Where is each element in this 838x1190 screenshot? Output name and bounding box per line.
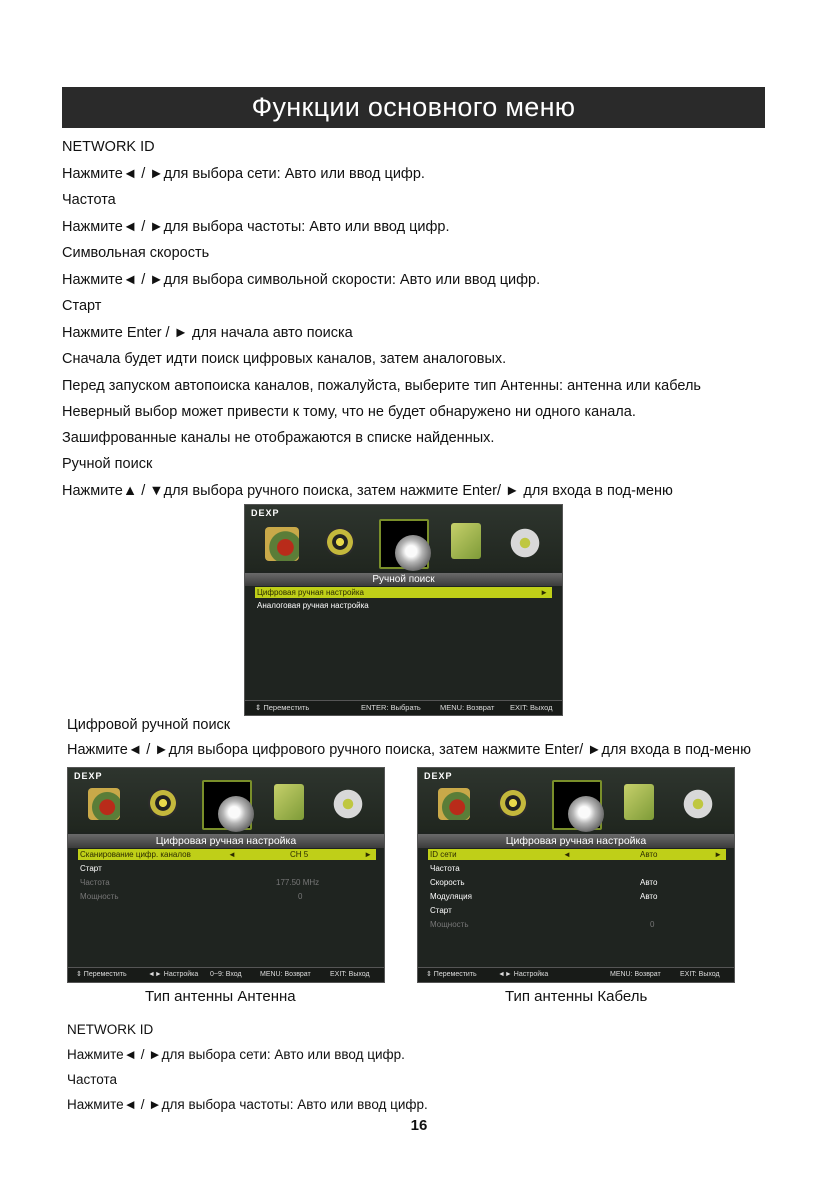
lock-icon <box>624 784 654 820</box>
text-line: Неверный выбор может привести к тому, что не будет обнаружено ни одного канала. <box>62 404 636 420</box>
text-line: NETWORK ID <box>67 1022 154 1037</box>
text-line: Старт <box>62 298 102 314</box>
gear-icon <box>332 788 364 820</box>
arrow-right-icon: ► <box>364 850 372 859</box>
text-line: Частота <box>67 1072 118 1087</box>
text-line: Перед запуском автопоиска каналов, пожалуйста, выберите тип Антенны: антенна или кабель <box>62 378 701 394</box>
row-start[interactable]: Старт <box>430 906 452 915</box>
text-line: Нажмите◄ / ►для выбора символьной скорости: Авто или ввод цифр. <box>62 272 541 288</box>
text-line: Нажмите◄ / ►для выбора сети: Авто или ввод цифр. <box>67 1047 405 1062</box>
row-modulation[interactable]: Модуляция Авто <box>430 892 658 901</box>
menu-item-analog-manual[interactable]: Аналоговая ручная настройка <box>257 601 369 610</box>
gear-icon <box>509 527 541 559</box>
satellite-dish-icon <box>568 796 604 832</box>
tv-screen-digital-manual-cable <box>417 767 735 983</box>
sound-icon <box>498 788 528 818</box>
page-number: 16 <box>410 1117 428 1134</box>
row-start[interactable]: Старт <box>80 864 102 873</box>
row-power: Мощность 0 <box>430 920 655 929</box>
page-title: Функции основного меню <box>62 87 765 128</box>
text-line: Частота <box>62 192 116 208</box>
text-line: Нажмите◄ / ►для выбора частоты: Авто или ввод цифр. <box>62 219 450 235</box>
satellite-dish-icon <box>218 796 254 832</box>
row-scan-digital[interactable]: Сканирование цифр. каналов ◄ CH 5 ► <box>78 849 376 860</box>
picture-icon <box>438 788 470 820</box>
caption-cable: Тип антенны Кабель <box>505 988 648 1005</box>
caption-antenna: Тип антенны Антенна <box>145 988 296 1005</box>
gear-icon <box>682 788 714 820</box>
picture-icon <box>265 527 299 561</box>
menu-title: Ручной поиск <box>245 573 562 586</box>
sound-icon <box>325 527 355 557</box>
lock-icon <box>451 523 481 559</box>
menu-item-digital-manual[interactable]: Цифровая ручная настройка ► <box>255 587 552 598</box>
footer-hints: ⇕ Переместить ◄► Настройка 0~9: Вход MENU: Возврат EXIT: Выход <box>68 967 384 982</box>
text-line: Нажмите▲ / ▼для выбора ручного поиска, затем нажмите Enter/ ► для входа в под-меню <box>62 483 673 499</box>
footer-hints: ⇕ Переместить ENTER: Выбрать MENU: Возврат EXIT: Выход <box>245 700 562 715</box>
arrow-right-icon: ► <box>540 588 548 597</box>
text-line: Символьная скорость <box>62 245 210 261</box>
menu-title: Цифровая ручная настройка <box>418 834 734 848</box>
dexp-logo: DEXP <box>74 771 103 781</box>
text-line: Нажмите Enter / ► для начала авто поиска <box>62 325 353 341</box>
tv-screen-manual-search <box>244 504 563 716</box>
row-power: Мощность 0 <box>80 892 303 901</box>
arrow-left-icon: ◄ <box>563 850 571 859</box>
text-line: Нажмите◄ / ►для выбора сети: Авто или ввод цифр. <box>62 166 425 182</box>
picture-icon <box>88 788 120 820</box>
text-line: NETWORK ID <box>62 139 155 155</box>
lock-icon <box>274 784 304 820</box>
text-line: Нажмите◄ / ►для выбора цифрового ручного поиска, затем нажмите Enter/ ►для входа в под-меню <box>67 742 751 758</box>
dexp-logo: DEXP <box>251 508 280 518</box>
text-line: Сначала будет идти поиск цифровых каналов, затем аналоговых. <box>62 351 507 367</box>
arrow-left-icon: ◄ <box>228 850 236 859</box>
text-line: Зашифрованные каналы не отображаются в списке найденных. <box>62 430 495 446</box>
sound-icon <box>148 788 178 818</box>
dexp-logo: DEXP <box>424 771 453 781</box>
text-line: Ручной поиск <box>62 456 153 472</box>
text-line: Цифровой ручной поиск <box>67 717 231 733</box>
row-network-id[interactable]: ID сети ◄ Авто ► <box>428 849 726 860</box>
text-line: Нажмите◄ / ►для выбора частоты: Авто или ввод цифр. <box>67 1097 428 1112</box>
footer-hints: ⇕ Переместить ◄► Настройка MENU: Возврат EXIT: Выход <box>418 967 734 982</box>
satellite-dish-icon <box>395 535 431 571</box>
arrow-right-icon: ► <box>714 850 722 859</box>
row-symbol-rate[interactable]: Скорость Авто <box>430 878 658 887</box>
row-frequency[interactable]: Частота <box>430 864 460 873</box>
tv-screen-digital-manual-antenna <box>67 767 385 983</box>
row-frequency: Частота 177.50 MHz <box>80 878 320 887</box>
menu-title: Цифровая ручная настройка <box>68 834 384 848</box>
